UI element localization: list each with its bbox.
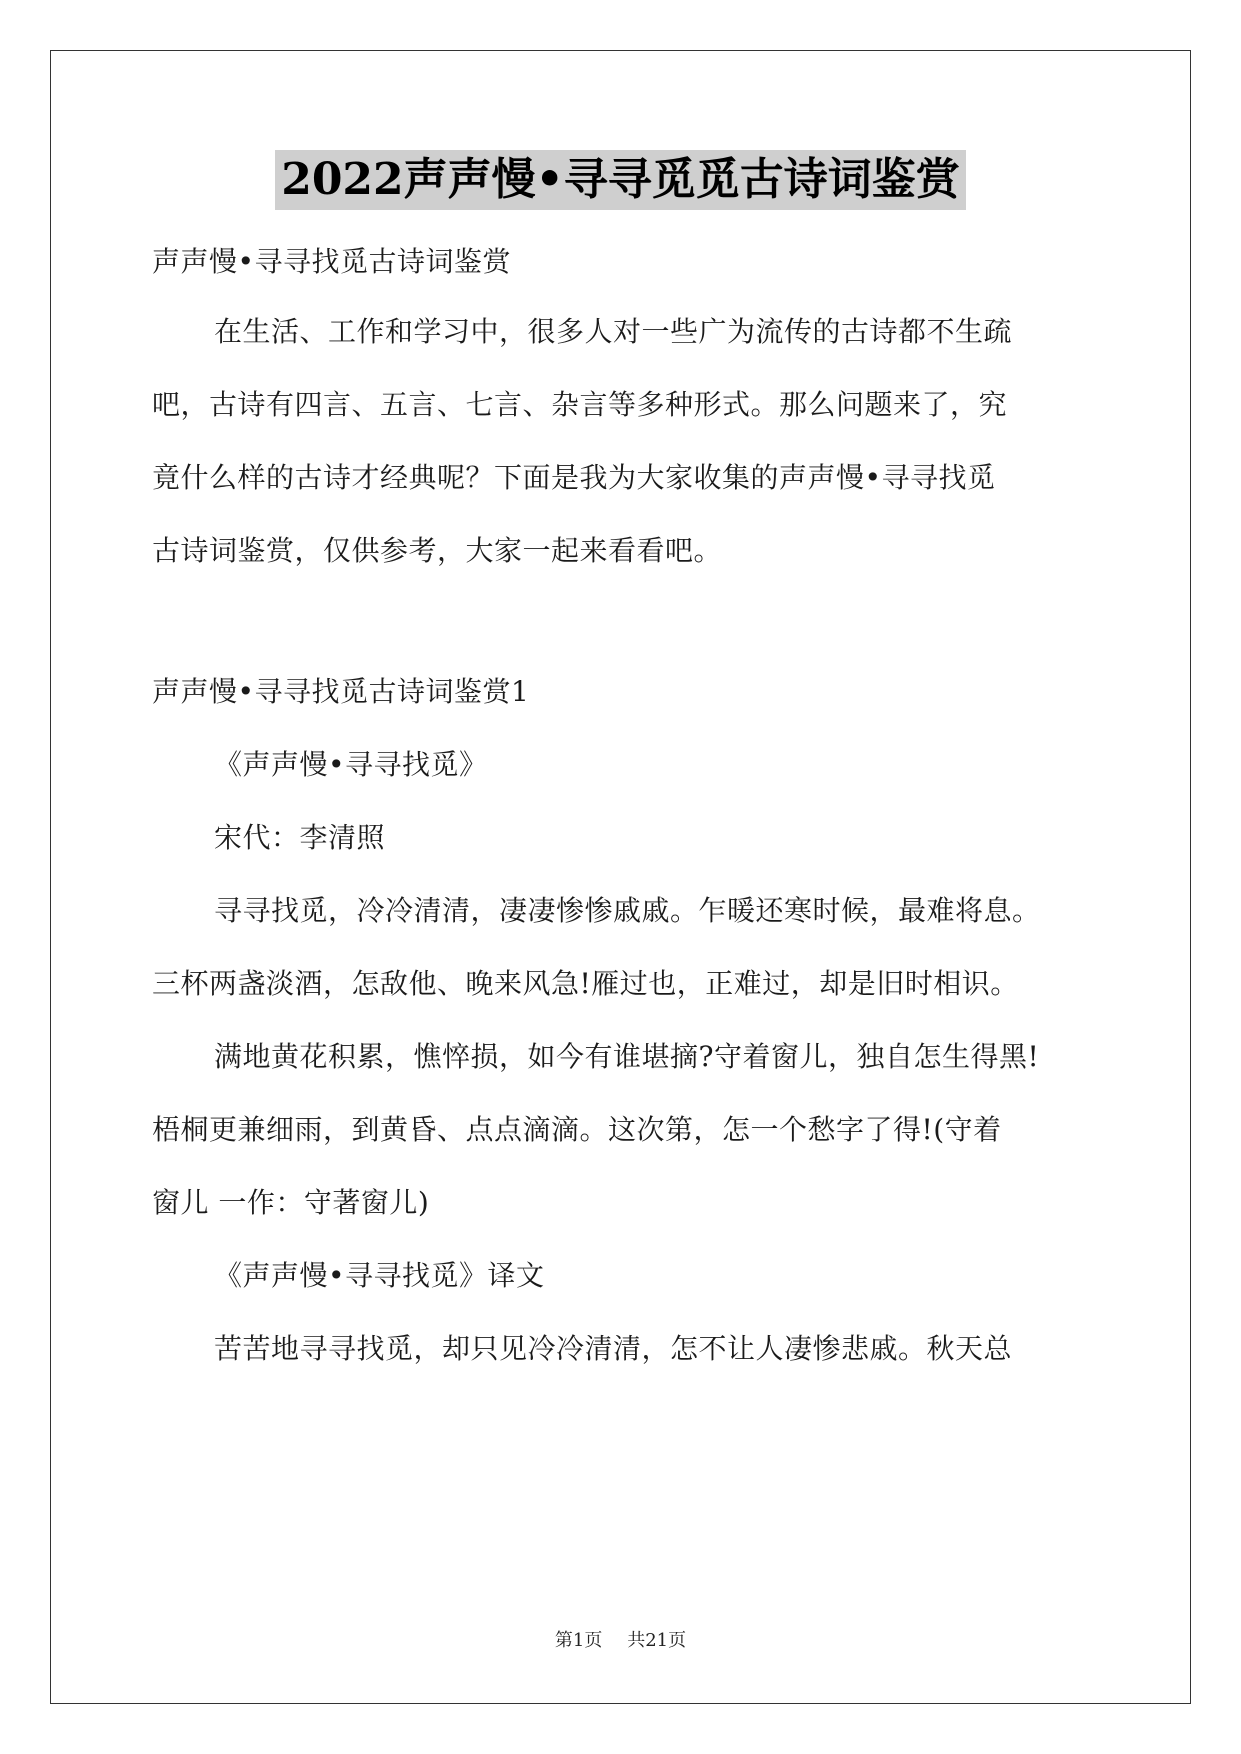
- translation-title: 《声声慢•寻寻找觅》译文: [214, 1259, 545, 1292]
- poem-line: 窗儿 一作：守著窗儿): [152, 1186, 430, 1219]
- poem-line: 梧桐更兼细雨，到黄昏、点点滴滴。这次第，怎一个愁字了得!(守着: [152, 1113, 1002, 1146]
- subtitle-line: 声声慢•寻寻找觅古诗词鉴赏: [152, 245, 512, 278]
- section-heading: 声声慢•寻寻找觅古诗词鉴赏1: [152, 675, 530, 708]
- paragraph-line: 竟什么样的古诗才经典呢？下面是我为大家收集的声声慢•寻寻找觅: [152, 461, 996, 494]
- title-container: [0, 150, 1241, 210]
- paragraph-line: 在生活、工作和学习中，很多人对一些广为流传的古诗都不生疏: [214, 315, 1013, 348]
- poem-line: 满地黄花积累，憔悴损，如今有谁堪摘?守着窗儿，独自怎生得黑!: [214, 1040, 1040, 1073]
- poem-title: 《声声慢•寻寻找觅》: [214, 748, 488, 781]
- poem-line: 三杯两盏淡酒，怎敌他、晚来风急!雁过也，正难过，却是旧时相识。: [152, 967, 1019, 1000]
- page-border: [50, 50, 1191, 1704]
- page-total: 共21页: [627, 1630, 687, 1651]
- page-number: 第1页: [554, 1630, 603, 1651]
- translation-line: 苦苦地寻寻找觅，却只见冷冷清清，怎不让人凄惨悲戚。秋天总: [214, 1332, 1013, 1365]
- page-footer: [0, 1628, 1241, 1654]
- poem-author: 宋代：李清照: [214, 821, 386, 854]
- poem-line: 寻寻找觅，冷冷清清，凄凄惨惨戚戚。乍暖还寒时候，最难将息。: [214, 894, 1041, 927]
- paragraph-line: 吧，古诗有四言、五言、七言、杂言等多种形式。那么问题来了，究: [152, 388, 1008, 421]
- document-title: 2022声声慢•寻寻觅觅古诗词鉴赏: [275, 150, 966, 210]
- paragraph-line: 古诗词鉴赏，仅供参考，大家一起来看看吧。: [152, 534, 723, 567]
